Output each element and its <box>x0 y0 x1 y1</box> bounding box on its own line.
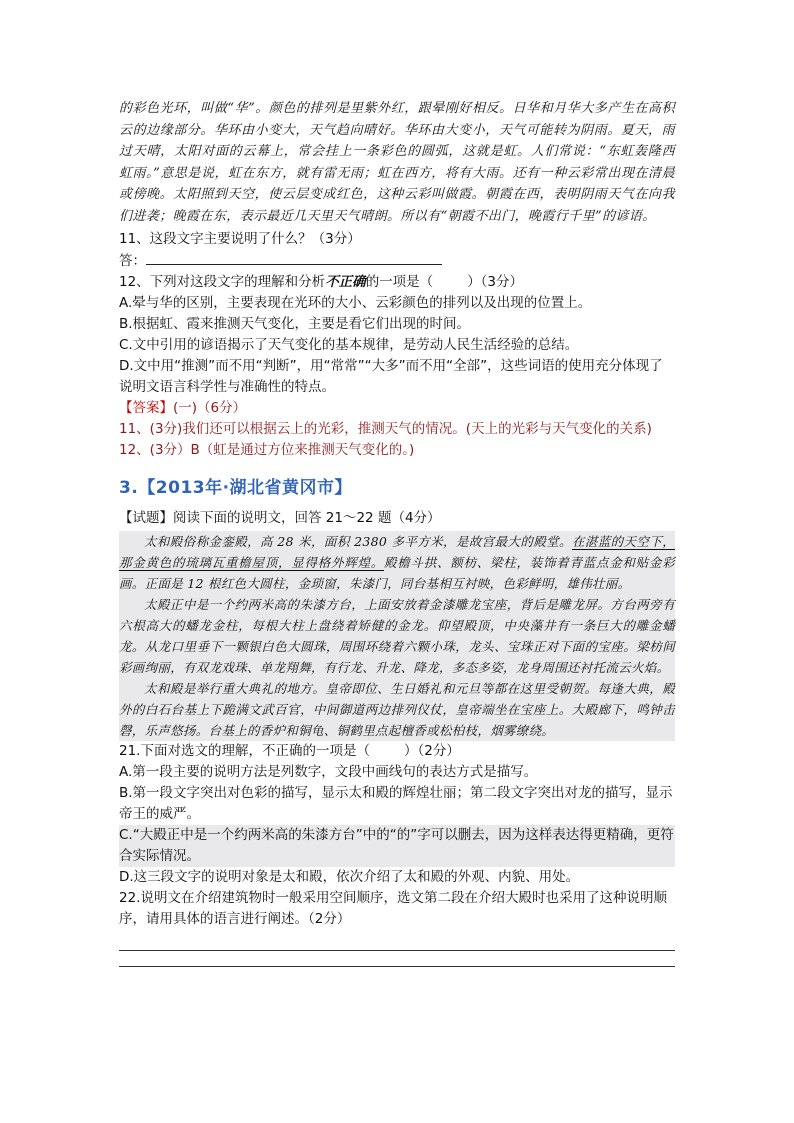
question-21-stem: 21.下面对选文的理解，不正确的一项是（ <box>119 743 370 759</box>
p1-end: 殿檐斗拱、额枋、梁柱，装饰着青蓝点金和贴金彩画。正面是 12 根红色大圆柱，金琐窗，朱漆门，同台基相互衬映，色彩鲜明，雄伟壮丽。 <box>119 555 675 591</box>
answer-tag-tail: (一)（6分） <box>173 400 247 416</box>
question-12-suffix: 的一项是（ <box>365 274 434 290</box>
q21-option-b: B.第一段文字突出对色彩的描写，显示太和殿的辉煌壮丽；第二段文字突出对龙的描写，显示帝王的威严。 <box>119 785 673 822</box>
question-21 <box>119 741 675 762</box>
q21-option-c: C.“大殿正中是一个约两米高的朱漆方台”中的“的”字可以删去，因为这样表达得更精确，更符合实际情况。 <box>119 825 675 867</box>
question-12 <box>119 272 675 293</box>
answer-label: 答： <box>119 253 146 269</box>
q21-option-a: A.第一段主要的说明方法是列数字，文段中画线句的表达方式是描写。 <box>119 764 538 780</box>
question-12-close: ）（3分） <box>467 274 524 290</box>
p1-underlined-sentence: 在湛蓝的天空下，那金黄色的琉璃瓦重檐屋顶，显得格外辉煌。 <box>119 534 675 570</box>
q12-option-a: A.晕与华的区别，主要表现在光环的大小、云彩颜色的排列以及出现的位置上。 <box>119 295 592 311</box>
question-11: 11、这段文字主要说明了什么？（3分） <box>119 231 361 247</box>
question-intro: 【试题】阅读下面的说明文，回答 21～22 题（4分） <box>119 510 441 526</box>
passage-taihe <box>119 531 675 741</box>
question-22: 22.说明文在介绍建筑物时一般采用空间顺序，选文第二段在介绍大殿时也采用了这种说明顺序，请用具体的语言进行阐述。（2分） <box>119 890 667 927</box>
question-11-answer-row <box>119 250 675 272</box>
answer-tag: 【答案】 <box>119 400 173 416</box>
question-12-prefix: 12、下列对这段文字的理解和分析 <box>119 274 326 290</box>
p1-start: 太和殿俗称金銮殿，高 28 米，面积 2380 多平方米，是故宫最大的殿堂。 <box>144 534 572 549</box>
answer-12: 12、(3分）B（虹是通过方位来推测天气变化的。) <box>119 442 415 458</box>
answer-heading <box>119 398 675 419</box>
q12-option-c: C.文中引用的谚语揭示了天气变化的基本规律，是劳动人民生活经验的总结。 <box>119 337 579 353</box>
question-12-emphasis: 不正确 <box>325 274 366 290</box>
answer-line-1[interactable] <box>119 950 675 951</box>
q12-option-b: B.根据虹、霞来推测天气变化，主要是看它们出现的时间。 <box>119 316 471 332</box>
passage-taihe-p2: 太殿正中是一个约两米高的朱漆方台，上面安放着金漆雕龙宝座，背后是雕龙屏。方台两旁有六根高大的蟠龙金柱，每根大柱上盘绕着矫健的金龙。仰望殿顶，中央藻井有一条巨大的雕金蟠龙。从龙口里垂下一颗银白色大圆珠，周围环绕着六颗小珠，龙头、宝珠正对下面的宝座。梁枋间彩画绚丽，有双龙戏珠、单龙翔舞，有行龙、升龙、降龙，多态多姿，龙身周围还衬托流云火焰。 <box>119 597 675 675</box>
section-title: 3.【2013年·湖北省黄冈市】 <box>119 478 353 498</box>
passage-taihe-p3: 太和殿是举行重大典礼的地方。皇帝即位、生日婚礼和元旦等都在这里受朝贺。每逢大典，殿外的白石台基上下跪满文武百官，中间御道两边排列仪仗，皇帝端坐在宝座上。大殿廊下，鸣钟击磬，乐声悠扬。台基上的香炉和铜龟、铜鹤里点起檀香或松柏枝，烟雾缭绕。 <box>119 681 675 738</box>
q21-option-d: D.这三段文字的说明对象是太和殿，依次介绍了太和殿的外观、内貌、用处。 <box>119 869 580 885</box>
passage-weather: 的彩色光环，叫做“华”。颜色的排列是里紫外红，跟晕刚好相反。日华和月华大多产生在高积云的边缘部分。华环由小变大，天气趋向晴好。华环由大变小，天气可能转为阴雨。夏天，雨过天晴，太阳对面的云幕上，常会挂上一条彩色的圆弧，这就是虹。人们常说：“东虹轰隆西虹雨。”意思是说，虹在东方，就有雷无雨；虹在西方，将有大雨。还有一种云彩常出现在清晨或傍晚。太阳照到天空，使云层变成红色，这种云彩叫做霞。朝霞在西，表明阴雨天气在向我们进袭；晚霞在东，表示最近几天里天气晴朗。所以有“朝霞不出门，晚霞行千里”的谚语。 <box>119 101 675 224</box>
answer-11: 11、(3分)我们还可以根据云上的光彩，推测天气的情况。(天上的光彩与天气变化的关系) <box>119 421 652 437</box>
question-21-close: ）（2分） <box>403 743 460 759</box>
answer-line-2[interactable] <box>119 966 675 967</box>
document-page <box>119 94 675 967</box>
passage-taihe-p1 <box>119 531 675 594</box>
q12-option-d: D.文中用“推测”而不用“判断”，用“常常”“大多”而不用“全部”，这些词语的使用充分体现了说明文语言科学性与准确性的特点。 <box>119 358 663 395</box>
answer-line[interactable] <box>146 250 442 265</box>
